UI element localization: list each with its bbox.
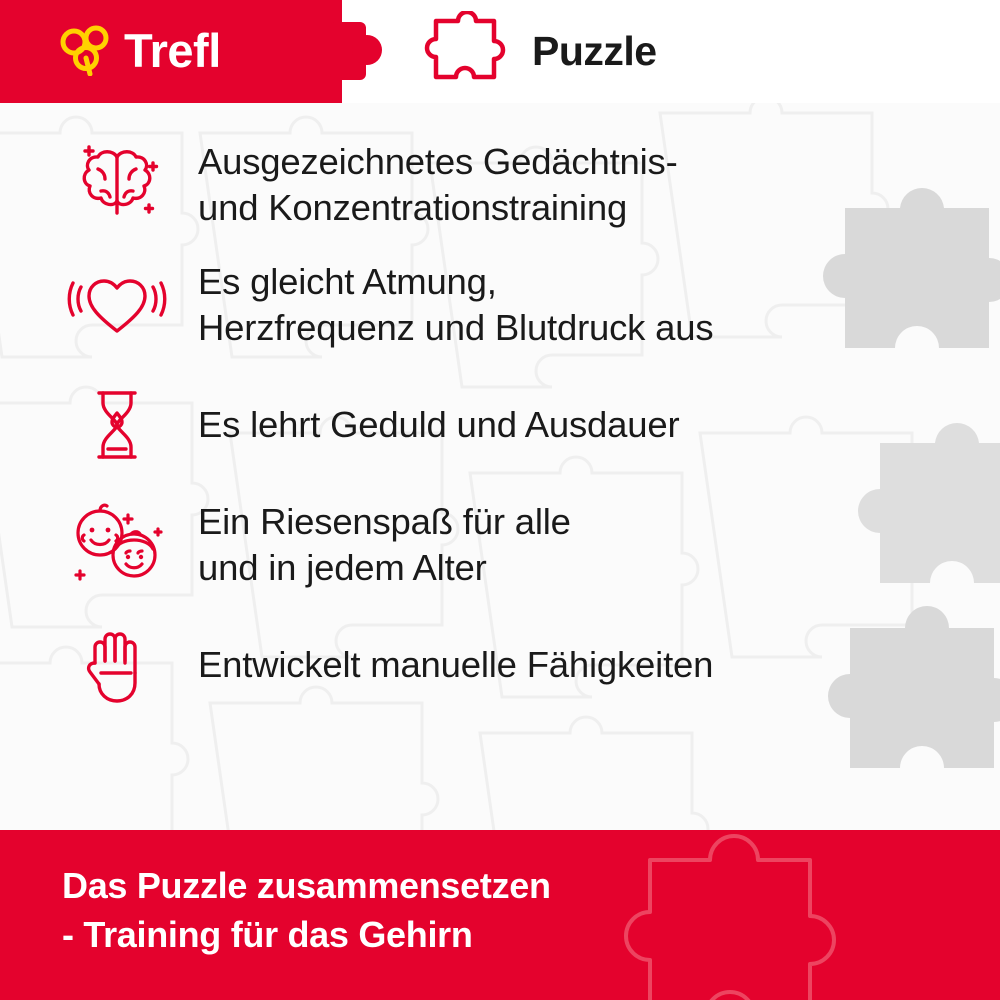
feature-text-line2: Herzfrequenz und Blutdruck aus: [198, 307, 714, 348]
page-header: [0, 0, 1000, 103]
hand-icon: [62, 610, 172, 720]
page-title: Puzzle: [532, 28, 657, 74]
list-item: [0, 125, 1000, 245]
list-item: [0, 605, 1000, 725]
feature-text-line1: Ein Riesenspaß für alle: [198, 501, 571, 543]
brain-icon: [62, 130, 172, 240]
feature-text: [198, 499, 571, 590]
feature-text: [198, 259, 713, 350]
puzzle-piece-icon: [420, 11, 510, 92]
footer-text-line2: - Training für das Gehirn: [62, 913, 473, 955]
feature-text: [198, 642, 713, 688]
header-title-group: [420, 0, 657, 103]
feature-list: [0, 103, 1000, 725]
puzzle-piece-icon: [620, 830, 850, 1000]
feature-text-line2: und in jedem Alter: [198, 547, 487, 588]
feature-text-line1: Ausgezeichnetes Gedächtnis-: [198, 141, 678, 183]
header-red-puzzle-tab: [330, 22, 366, 80]
brand-name: Trefl: [124, 23, 221, 77]
footer-text-line1: Das Puzzle zusammensetzen: [62, 865, 551, 906]
feature-text-line1: Es gleicht Atmung,: [198, 261, 497, 303]
feature-text-line1: Es lehrt Geduld und Ausdauer: [198, 404, 680, 446]
feature-text: [198, 402, 679, 448]
list-item: [0, 365, 1000, 485]
brand-logo: [60, 24, 221, 76]
hourglass-icon: [62, 370, 172, 480]
feature-text-line1: Entwickelt manuelle Fähigkeiten: [198, 644, 714, 686]
faces-child-and-senior-icon: [62, 490, 172, 600]
feature-text: [198, 139, 678, 230]
footer-text: [62, 862, 551, 959]
list-item: [0, 485, 1000, 605]
heart-pulse-icon: [62, 250, 172, 360]
features-section: [0, 103, 1000, 830]
trefl-clover-logo: [60, 24, 116, 76]
page-footer: [0, 830, 1000, 1000]
list-item: [0, 245, 1000, 365]
feature-text-line2: und Konzentrationstraining: [198, 187, 628, 228]
